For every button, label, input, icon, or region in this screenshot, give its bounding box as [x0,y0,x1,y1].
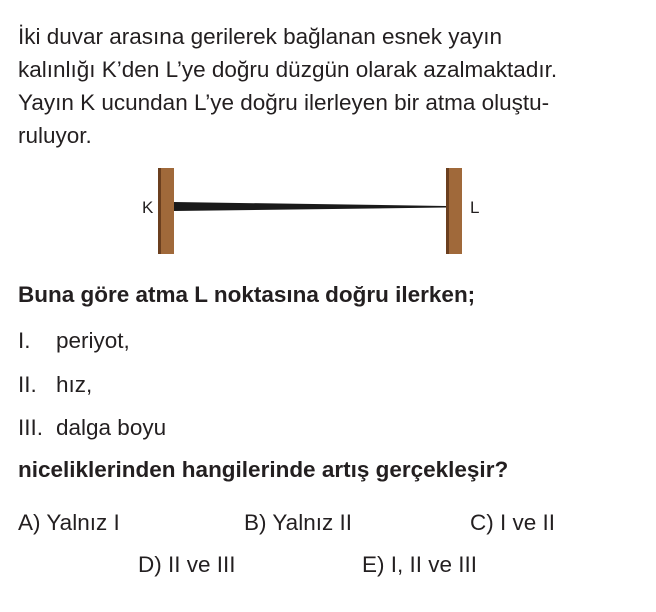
question-text: Buna göre atma L noktasına doğru ilerken; [18,282,476,307]
item-text: hız, [56,372,93,397]
statement-line-1: İki duvar arasına gerilerek bağlanan esnek yayın [18,24,503,49]
option-c[interactable]: C) I ve II [470,510,556,535]
list-item [18,372,92,398]
spring-diagram [130,162,510,262]
item-text: periyot, [56,328,130,353]
list-item [18,415,166,441]
item-number: I. [18,328,31,353]
item-text: dalga boyu [56,415,167,440]
option-d[interactable]: D) II ve III [138,552,236,577]
statement-line-3: Yayın K ucundan L’ye doğru ilerleyen bir atma oluştu- [18,90,550,115]
item-number: III. [18,415,44,440]
problem-statement [18,20,624,152]
prompt-text: niceliklerinden hangilerinde artış gerçekleşir? [18,457,509,482]
option-e[interactable]: E) I, II ve III [362,552,478,577]
spring-figure [130,162,510,262]
tapered-spring [174,202,446,211]
statement-line-4: ruluyor. [18,123,92,148]
list-item [18,328,130,354]
option-b[interactable]: B) Yalnız II [244,510,352,535]
label-l: L [470,198,480,217]
item-number: II. [18,372,37,397]
option-a[interactable]: A) Yalnız I [18,510,120,535]
label-k: K [142,198,154,217]
right-wall [446,168,462,254]
left-wall [158,168,174,254]
statement-line-2: kalınlığı K’den L’ye doğru düzgün olarak azalmaktadır. [18,57,558,82]
